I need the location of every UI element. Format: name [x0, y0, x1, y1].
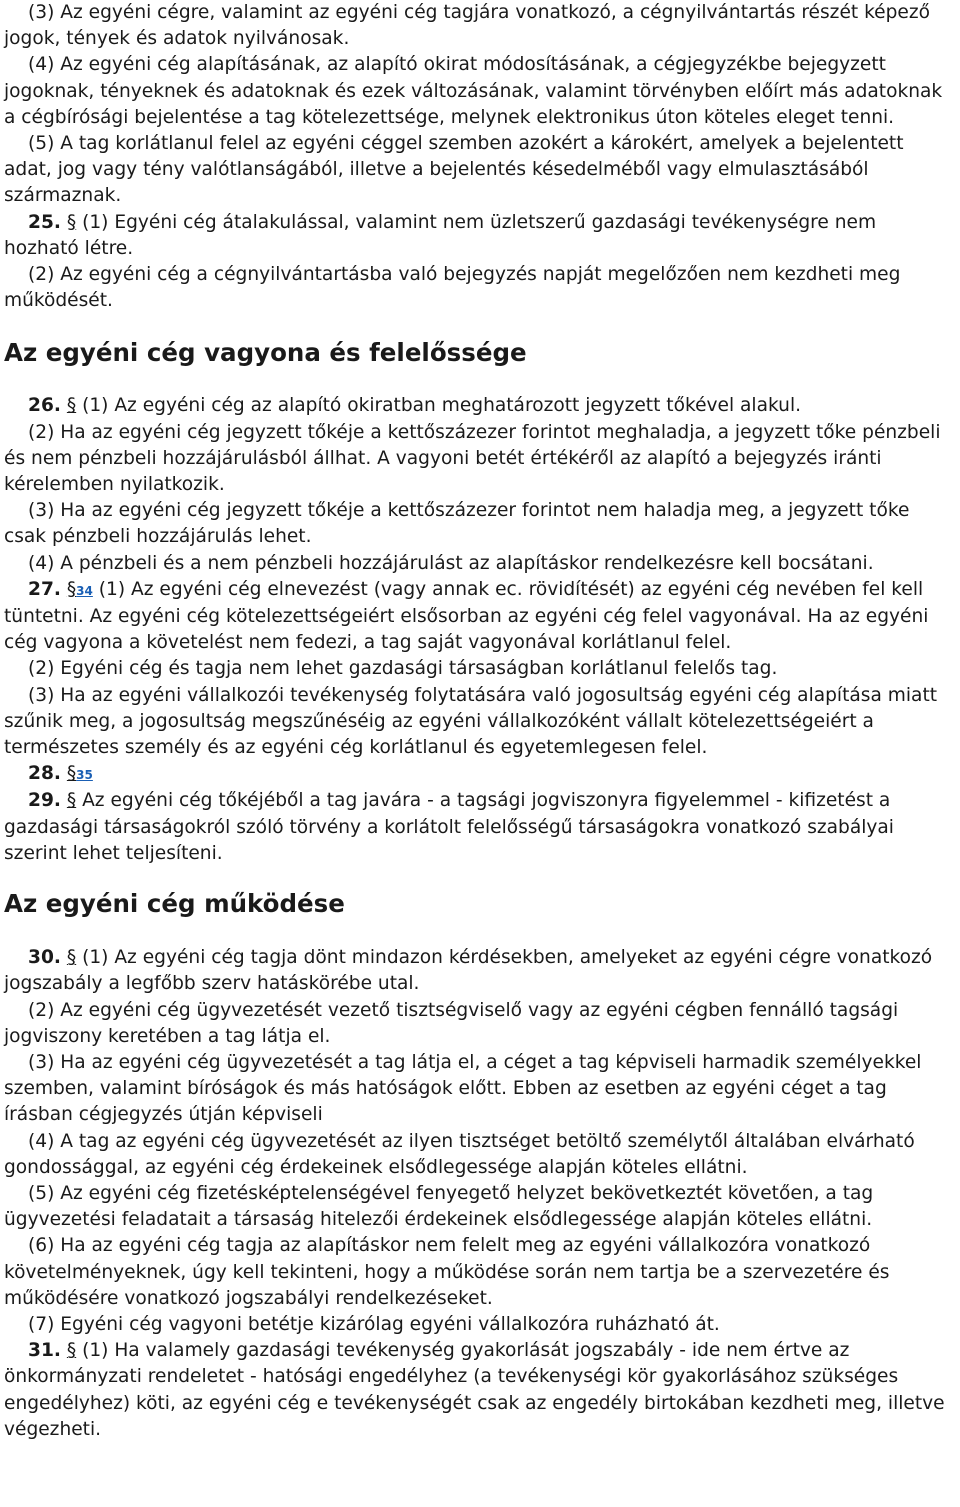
- section-29: [4, 788, 956, 867]
- paragraph: (3) Ha az egyéni cég jegyzett tőkéje a kettőszázezer forintot nem haladja meg, a jegyzett tőke csak pénzbeli hozzájárulás lehet.: [4, 500, 910, 548]
- section-text: (1) Egyéni cég átalakulással, valamint nem üzletszerű gazdasági tevékenységre nem hozható létre.: [4, 211, 877, 259]
- section-number: 27.: [28, 578, 61, 600]
- section-27: [4, 577, 956, 657]
- section-30: [4, 945, 956, 997]
- section-text: (1) Az egyéni cég elnevezést (vagy annak ec. rövidítését) az egyéni cég nevében fel kell tüntetni. Az egyéni cég kötelezettségeiért elsősorban az egyéni cég felel vagyonával. Ha az egyéni cég vagyona a követelést nem fedezi, a tag saját vagyonával korlátlanul felel.: [4, 578, 929, 654]
- section-sign: §: [66, 763, 77, 785]
- paragraph: (4) Az egyéni cég alapításának, az alapító okirat módosításának, a cégjegyzékbe bejegyzett jogoknak, tényeknek és adatoknak és ezek változásának, valamint törvényben előírt más adatoknak a cégbírósági bejelentése a tag kötelezettsége, melynek elektronikus úton köteles eleget tenni.: [4, 54, 943, 128]
- paragraph: (5) A tag korlátlanul felel az egyéni céggel szemben azokért a károkért, amelyek a bejelentett adat, jog vagy tény valótlanságából, illetve a bejelentés késedelméből vagy elmulasztásából származnak.: [4, 133, 904, 207]
- section-number: 30.: [28, 947, 61, 969]
- section-text: (1) Ha valamely gazdasági tevékenység gyakorlását jogszabály - ide nem értve az önkormányzati rendeletet - hatósági engedélyhez (a tevékenységi kör gyakorlásához szükséges engedélyhez) köti, az egyéni cég e tevékenységét csak az engedély birtokában kezdheti meg, illetve végezheti.: [4, 1340, 945, 1440]
- section-sign: §: [66, 790, 77, 812]
- section-number: 25.: [28, 211, 61, 233]
- paragraph: (7) Egyéni cég vagyoni betétje kizárólag egyéni vállalkozóra ruházható át.: [28, 1313, 720, 1335]
- section-sign: §: [66, 578, 77, 600]
- section-number: 28.: [28, 763, 61, 785]
- section-heading: Az egyéni cég vagyona és felelőssége: [4, 338, 527, 368]
- section-number: 26.: [28, 395, 61, 417]
- paragraph: (3) Ha az egyéni vállalkozói tevékenység folytatására való jogosultság egyéni cég alapítása miatt szűnik meg, a jogosultság megszűnéséig az egyéni vállalkozóként vállalt kötelezettségeiért a természetes személy és az egyéni cég korlátlanul és egyetemlegesen felel.: [4, 684, 938, 759]
- footnote-link[interactable]: 34: [76, 583, 93, 598]
- paragraph: (3) Ha az egyéni cég ügyvezetését a tag látja el, a céget a tag képviseli harmadik személyekkel szemben, valamint bíróságok és más hatóságok előtt. Ebben az esetben az egyéni céget a tag írásban cégjegyzés útján képviseli: [4, 1051, 922, 1126]
- section-text: (1) Az egyéni cég az alapító okiratban meghatározott jegyzett tőkével alakul.: [76, 395, 802, 417]
- section-number: 29.: [28, 790, 61, 812]
- footnote-link[interactable]: 35: [76, 768, 93, 783]
- section-25: [4, 210, 956, 262]
- paragraph: (2) Ha az egyéni cég jegyzett tőkéje a kettőszázezer forintot meghaladja, a jegyzett tőke pénzbeli és nem pénzbeli hozzájárulásból állhat. A vagyoni betét értékéről az alapító a bejegyzés iránti kérelemben nyilatkozik.: [4, 421, 941, 496]
- paragraph: (4) A pénzbeli és a nem pénzbeli hozzájárulást az alapításkor rendelkezésre kell bocsátani.: [28, 552, 874, 574]
- section-26: [4, 393, 956, 419]
- section-sign: §: [66, 1340, 77, 1362]
- section-31: [4, 1338, 956, 1443]
- section-text: (1) Az egyéni cég tagja dönt mindazon kérdésekben, amelyeket az egyéni cégre vonatkozó jogszabály a legfőbb szerv hatáskörébe utal.: [4, 947, 933, 995]
- section-number: 31.: [28, 1340, 61, 1362]
- paragraph: (2) Az egyéni cég ügyvezetését vezető tisztségviselő vagy az egyéni cégben fennálló tagsági jogviszony keretében a tag látja el.: [4, 999, 899, 1047]
- section-28: [4, 761, 956, 788]
- section-heading: Az egyéni cég működése: [4, 889, 345, 919]
- section-text: Az egyéni cég tőkéjéből a tag javára - a tagsági jogviszonyra figyelemmel - kifizetést a gazdasági társaságokról szóló törvény a korlátolt felelősségű társaságokra vonatkozó szabályai szerint lehet teljesíteni.: [4, 790, 894, 864]
- paragraph: (4) A tag az egyéni cég ügyvezetését az ilyen tisztséget betöltő személytől általában elvárható gondossággal, az egyéni cég érdekeinek elsődlegessége alapján köteles ellátni.: [4, 1130, 915, 1178]
- section-sign: §: [66, 395, 77, 417]
- paragraph: (2) Az egyéni cég a cégnyilvántartásba való bejegyzés napját megelőzően nem kezdheti meg működését.: [4, 264, 901, 312]
- paragraph: (2) Egyéni cég és tagja nem lehet gazdasági társaságban korlátlanul felelős tag.: [28, 658, 778, 680]
- section-sign: §: [66, 947, 77, 969]
- paragraph: (5) Az egyéni cég fizetésképtelenségével fenyegető helyzet bekövetkeztét követően, a tag ügyvezetési feladatait a társaság hitelezői érdekeinek elsődlegessége alapján köteles ellátni.: [4, 1182, 874, 1231]
- section-sign: §: [66, 211, 77, 233]
- paragraph: (3) Az egyéni cégre, valamint az egyéni cég tagjára vonatkozó, a cégnyilvántartás részét képező jogok, tények és adatok nyilvánosak.: [4, 2, 931, 50]
- paragraph: (6) Ha az egyéni cég tagja az alapításkor nem felelt meg az egyéni vállalkozóra vonatkozó követelményeknek, úgy kell tekinteni, hogy a működése során nem tartja be a szervezetére és működésére vonatkozó jogszabályi rendelkezéseket.: [4, 1235, 890, 1309]
